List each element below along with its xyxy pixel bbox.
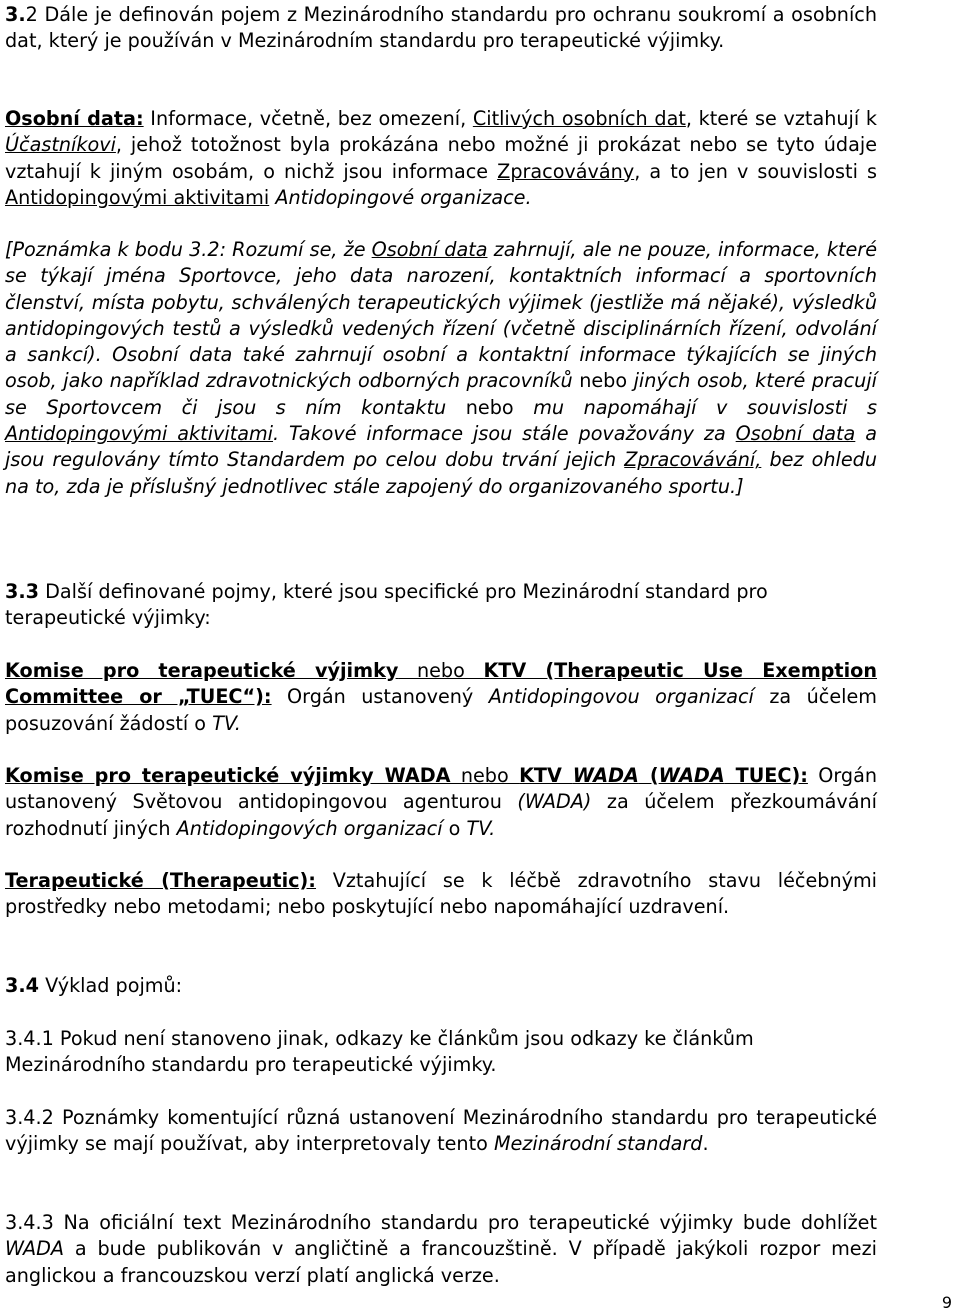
defined-term-italic: TV. (212, 711, 241, 735)
defined-term-link: Antidopingovými aktivitami (5, 422, 274, 446)
section-number: 3.4 (5, 974, 39, 997)
definition-term: KTV (Therapeutic Use Exemption Committee or „TUEC“): (5, 659, 878, 709)
note-text: nebo (572, 369, 634, 393)
defined-term-italic: Antidopingových organizací (176, 816, 443, 840)
definition-text: o (442, 816, 467, 840)
section-3-3 (5, 579, 877, 632)
defined-term-italic: Antidopingové organizace. (275, 185, 532, 209)
defined-term-italic: TV. (466, 816, 496, 840)
note-text: . Takové informace jsou stále považovány za (273, 422, 736, 446)
defined-term-link: Osobní data (735, 422, 856, 446)
section-3-4-3 (5, 1210, 877, 1289)
defined-term-link: Zpracovávání, (624, 448, 762, 472)
section-number-sub: 2 (25, 3, 38, 26)
page-number: 9 (941, 1293, 952, 1312)
defined-term-italic: Mezinárodní standard (493, 1132, 703, 1156)
defined-term-link: Osobní data (371, 238, 488, 261)
section-text: Poznámky komentující různá ustanovení Mezinárodního standardu pro terapeutické výjimky se mají používat, aby interpretovaly tento (5, 1106, 877, 1156)
section-3-4-2 (5, 1105, 877, 1158)
definition-text: , jehož totožnost byla prokázána nebo možné ji prokázat nebo se tyto údaje vztahují k jiným osobám, o nichž jsou informace (5, 133, 877, 183)
section-number: 3. (5, 580, 26, 603)
defined-term-italic: WADA (5, 1237, 65, 1261)
definition-text: za účelem posuzování žádostí o (5, 685, 877, 735)
definition-term: WADA (572, 764, 639, 787)
section-3-4 (5, 973, 877, 999)
definition-term: ( (638, 764, 659, 787)
definition-text: , a to jen v souvislosti s (634, 159, 877, 183)
section-text: Dále je definován pojem z Mezinárodního standardu pro ochranu soukromí a osobních dat, který je používán v Mezinárodním standardu pro terapeutické výjimky. (5, 3, 877, 53)
definition-text: Orgán ustanovený Světovou antidopingovou agenturou (5, 764, 878, 814)
section-text: Pokud není stanoveno jinak, odkazy ke článkům jsou odkazy ke článkům Mezinárodního standardu pro terapeutické výjimky. (5, 1027, 754, 1077)
definition-text: Orgán ustanovený (271, 685, 489, 709)
definition-term: Komise pro terapeutické výjimky WADA (5, 764, 451, 787)
definition-text: Informace, včetně, bez omezení, (143, 107, 473, 130)
section-text: . (702, 1132, 709, 1156)
definition-terapeuticke (5, 868, 877, 921)
section-number-sub: 3 (25, 580, 39, 603)
note-text: zahrnují, ale ne pouze, informace, které se týkají jména Sportovce, jeho data narození, kontaktních informací a sportovních členství, místa pobytu, schválených terapeutických výjimek (jestliže má nějaké), výsledků antidopingových testů a výsledků vedených řízení (včetně disciplinárních řízení, odvolání a sankcí). Osobní data také zahrnují osobní a kontaktní informace týkajících se jiných osob, jako například zdravotnických odborných pracovníků (5, 238, 878, 393)
note-text: [Poznámka k bodu 3.2: Rozumí se, že (5, 238, 372, 261)
definition-text: , které se vztahují k (685, 107, 877, 130)
section-text: Na oficiální text Mezinárodního standardu pro terapeutické výjimky bude dohlížet (53, 1211, 877, 1234)
section-3-2 (5, 2, 877, 55)
section-number: 3. (5, 3, 26, 26)
section-text: Další definované pojmy, které jsou specifické pro Mezinárodní standard pro terapeutické výjimky: (5, 580, 768, 630)
definition-term: Terapeutické (Therapeutic): (5, 869, 316, 892)
definition-osobni-data (5, 106, 877, 211)
definition-term: Osobní data: (5, 107, 144, 130)
note-text: nebo (446, 395, 534, 419)
section-number: 3.4.3 (5, 1211, 54, 1234)
section-title: Výklad pojmů: (39, 974, 183, 997)
definition-text: Vztahující se k léčbě zdravotního stavu léčebnými prostředky nebo metodami; nebo poskytující nebo napomáhající uzdravení. (5, 869, 877, 919)
note-text: jiných osob, které pracují se Sportovcem či jsou s ním kontaktu (5, 369, 877, 419)
definition-term: WADA (658, 764, 725, 787)
definition-text: nebo (398, 659, 484, 682)
section-text: a bude publikován v angličtině a francouzštině. V případě jakýkoli rozpor mezi anglickou a francouzskou verzí platí anglická verze. (5, 1237, 877, 1287)
definition-text: za účelem přezkoumávání rozhodnutí jiných (5, 790, 877, 840)
note-text: mu napomáhají v souvislosti s (533, 395, 878, 419)
defined-term-italic: Antidopingovou organizací (488, 685, 754, 709)
defined-term-link: Antidopingovými aktivitami (5, 185, 270, 209)
section-number: 3.4.1 (5, 1027, 54, 1050)
note-text: a jsou regulovány tímto Standardem po celou dobu trvání jejich (5, 422, 877, 472)
defined-term-link: Účastníkovi (5, 133, 116, 157)
definition-ktv (5, 658, 877, 737)
note-3-2 (5, 237, 877, 500)
definition-term: Komise pro terapeutické výjimky (5, 659, 399, 682)
note-text: bez ohledu na to, zda je příslušný jednotlivec stále zapojený do organizovaného sportu.] (5, 448, 877, 498)
defined-term-link: Zpracovávány (497, 159, 635, 183)
definition-term: TUEC): (724, 764, 808, 787)
definition-term: KTV (519, 764, 573, 787)
definition-text: nebo (450, 764, 520, 787)
defined-term-link: Citlivých osobních dat (472, 107, 686, 130)
section-3-4-1 (5, 1026, 877, 1079)
defined-term-italic: (WADA) (517, 790, 592, 814)
section-number: 3.4.2 (5, 1106, 54, 1129)
definition-ktv-wada (5, 763, 877, 842)
